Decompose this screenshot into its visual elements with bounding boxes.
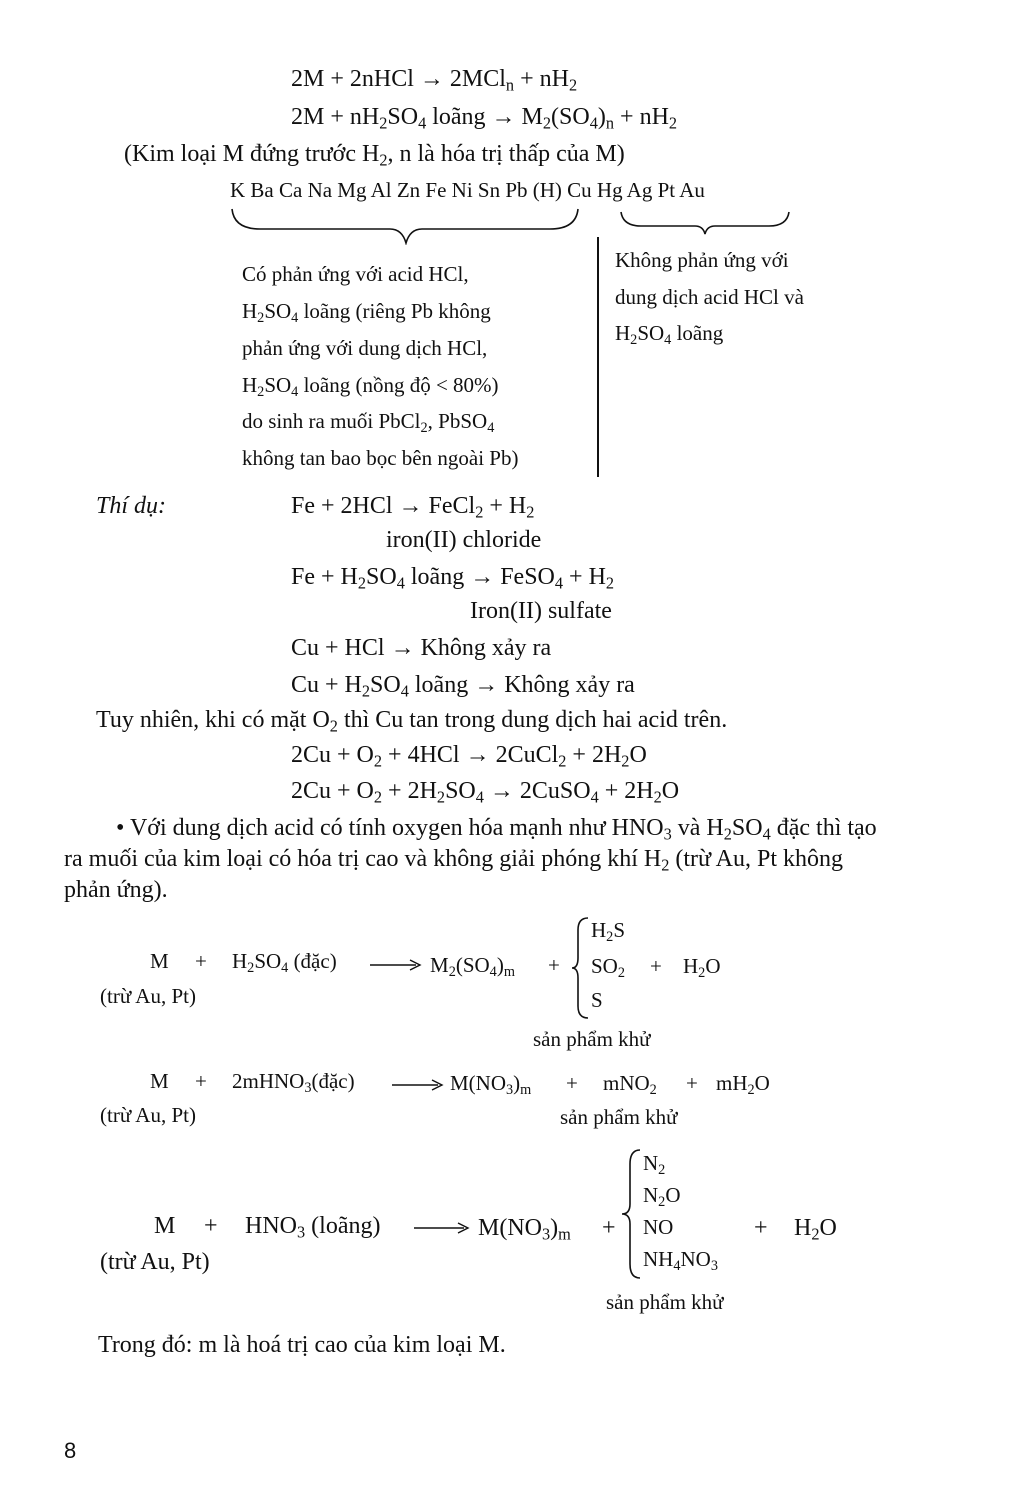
unreactive-brace [619, 208, 791, 236]
oxidizing-paragraph-line: ra muối của kim loại có hóa trị cao và không giải phóng khí $H_2$ (trừ Au, Pt không [64, 846, 844, 875]
example-equation: $Cu + H_2SO_4$ loãng → Không xảy ra [291, 672, 635, 701]
reaction-arrow [370, 958, 422, 972]
unreactive-note-line: Không phản ứng với [615, 248, 789, 272]
curly-brace [620, 1148, 642, 1280]
example-label: Thí dụ: [96, 493, 167, 519]
reactive-note-line: $H_2SO_4$ loãng (riêng Pb không [242, 299, 491, 326]
cu-equation: $2Cu + O_2 + 4HCl$ → 2CuCl$_2$ + $2H_2O$ [291, 742, 647, 771]
reactive-note-line: do sinh ra muối PbCl$_2$, PbSO$_4$ [242, 409, 495, 436]
reactive-note-line: phản ứng với dung dịch HCl, [242, 336, 488, 360]
reactive-note-line: Có phản ứng với acid HCl, [242, 262, 469, 286]
conclusion-text: Trong đó: m là hoá trị cao của kim loại M. [98, 1332, 506, 1358]
however-paragraph: Tuy nhiên, khi có mặt $O_2$ thì Cu tan trong dung dịch hai acid trên. [96, 707, 728, 736]
example-equation: Fe + 2HCl → FeCl$_2$ + $H_2$ [291, 493, 535, 522]
metal-note: (Kim loại M đứng trước $H_2$, n là hóa trị thấp của M) [124, 141, 625, 170]
activity-series: K Ba Ca Na Mg Al Zn Fe Ni Sn Pb (H) Cu Hg Ag Pt Au [230, 178, 705, 202]
oxidizing-paragraph-line: • Với dung dịch acid có tính oxygen hóa mạnh như $HNO_3$ và $H_2SO_4$ đặc thì tạo [116, 815, 877, 844]
equation-general-hcl: 2M + 2nHCl → $2MCl_n + nH_2$ [291, 66, 578, 95]
unreactive-note-line: $H_2SO_4$ loãng [615, 321, 724, 348]
reactive-note-line: $H_2SO_4$ loãng (nồng độ < 80%) [242, 373, 499, 400]
cu-equation: $2Cu + O_2 + 2H_2SO_4$ → 2CuSO$_4$ + $2H_2O$ [291, 778, 680, 807]
reaction-arrow [414, 1221, 470, 1235]
example-equation: $Fe + H_2SO_4$ loãng → FeSO$_4$ + $H_2$ [291, 564, 615, 593]
reaction-arrow [392, 1078, 444, 1092]
reactive-brace [230, 205, 580, 245]
column-divider [597, 237, 599, 477]
compound-name: Iron(II) sulfate [470, 598, 612, 624]
compound-name: iron(II) chloride [386, 527, 542, 553]
example-equation: Cu + HCl → Không xảy ra [291, 635, 552, 661]
unreactive-note-line: dung dịch acid HCl và [615, 285, 804, 309]
curly-brace [570, 916, 590, 1020]
equation-general-h2so4: $2M + nH_2SO_4$ loãng → $M_2(SO_4)_n + nH_2$ [291, 104, 678, 133]
reactive-note-line: không tan bao bọc bên ngoài Pb) [242, 446, 519, 470]
oxidizing-paragraph-line: phản ứng). [64, 877, 168, 903]
page-number: 8 [64, 1438, 77, 1463]
